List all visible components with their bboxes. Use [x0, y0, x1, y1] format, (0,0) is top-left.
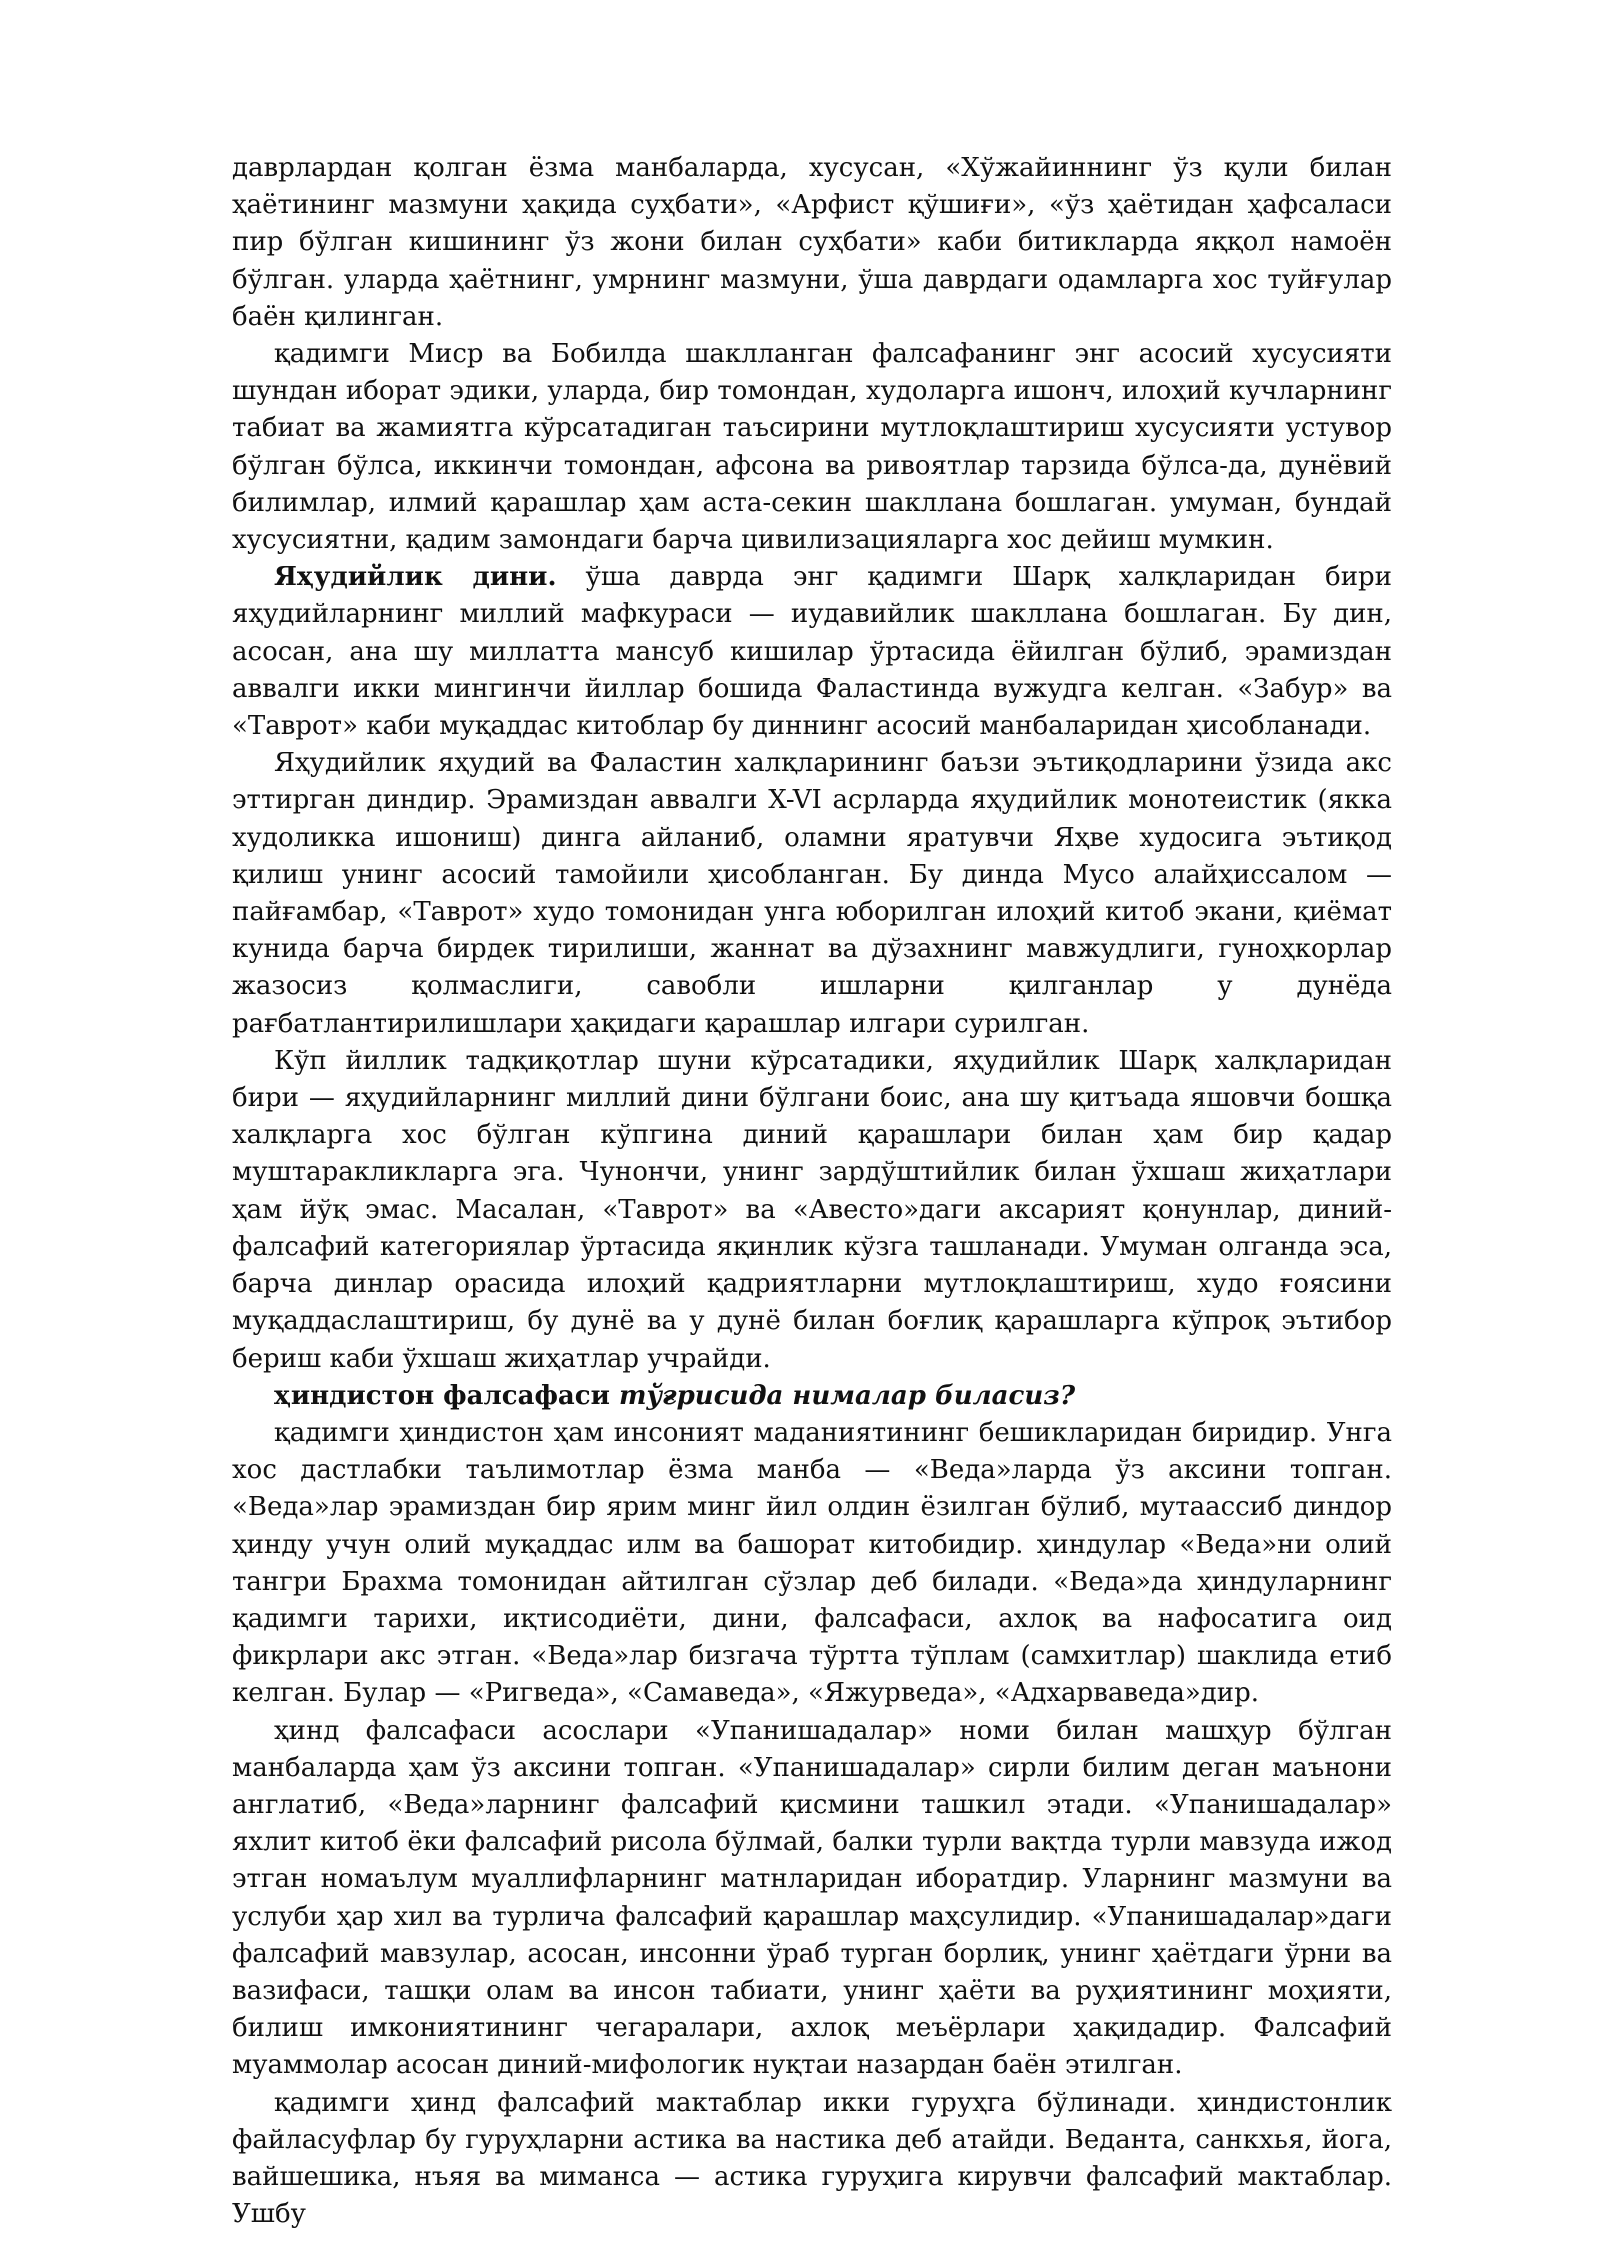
paragraph-5: Кўп йиллик тадқиқотлар шуни кўрсатадики, яҳудийлик Шарқ халқларидан бири — яҳудийларнинг миллий дини бўлгани боис, ана шу қитъада яшовчи бошқа халқларга хос бўлган кўпгина диний қарашлари билан ҳам бир қадар муштаракликларга эга. Чунончи, унинг зардўштийлик билан ўхшаш жиҳатлари ҳам йўқ эмас. Масалан, «Таврот» ва «Авесто»даги аксарият қонунлар, диний-фалсафий категориялар ўртасида яқинлик кўзга ташланади. Умуман олганда эса, барча динлар орасида илоҳий қадриятларни мутлоқлаштириш, худо ғоясини муқаддаслаштириш, бу дунё ва у дунё билан боғлиқ қарашларга кўпроқ эътибор бериш каби ўхшаш жиҳатлар учрайди.: [232, 1045, 1392, 1374]
paragraph-2: қадимги Миср ва Бобилда шаклланган фалсафанинг энг асосий хусусияти шундан иборат эдики, уларда, бир томондан, худоларга ишонч, илоҳий кучларнинг табиат ва жамиятга кўрсатадиган таъсирини мутлоқлаштириш хусусияти устувор бўлган бўлса, иккинчи томондан, афсона ва ривоятлар тарзида бўлса-да, дунёвий билимлар, илмий қарашлар ҳам аста-секин шакллана бошлаган. умуман, бундай хусусиятни, қадим замондаги барча цивилизацияларга хос дейиш мумкин.: [232, 339, 1392, 556]
paragraph-3: [232, 559, 1392, 745]
section-heading-india-bold: ҳиндистон фалсафаси: [274, 1380, 610, 1411]
paragraph-1: даврлардан қолган ёзма манбаларда, хусусан, «Хўжайиннинг ўз қули билан ҳаётининг мазмуни ҳақида суҳбати», «Арфист қўшиғи», «ўз ҳаётидан ҳафсаласи пир бўлган кишининг ўз жони билан суҳбати» каби битикларда яққол намоён бўлган. уларда ҳаётнинг, умрнинг мазмуни, ўша даврдаги одамларга хос туйғулар баён қилинган.: [232, 153, 1392, 332]
paragraph-3-text: ўша даврда энг қадимги Шарқ халқларидан бири яҳудийларнинг миллий мафкураси — иудавийлик шакллана бошлаган. Бу дин, асосан, ана шу миллатта мансуб кишилар ўртасида ёйилган бўлиб, эрамиздан аввалги икки мингинчи йиллар бошида Фаластинда вужудга келган. «Забур» ва «Таврот» каби муқаддас китоблар бу диннинг асосий манбаларидан ҳисобланади.: [232, 562, 1393, 742]
paragraph-6: қадимги ҳиндистон ҳам инсоният маданиятининг бешикларидан биридир. Унга хос дастлабки таълимотлар ёзма манба — «Веда»ларда ўз аксини топган. «Веда»лар эрамиздан бир ярим минг йил олдин ёзилган бўлиб, мутаассиб диндор ҳинду учун олий муқаддас илм ва башорат китобидир. ҳиндулар «Веда»ни олий тангри Брахма томонидан айтилган сўзлар деб билади. «Веда»да ҳиндуларнинг қадимги тарихи, иқтисодиёти, дини, фалсафаси, ахлоқ ва нафосатига оид фикрлари акс этган. «Веда»лар бизгача тўртта тўплам (самхитлар) шаклида етиб келган. Булар — «Ригведа», «Самаведа», «Яжурведа», «Адхарваведа»дир.: [232, 1417, 1392, 1709]
paragraph-8: қадимги ҳинд фалсафий мактаблар икки гуруҳга бўлинади. ҳиндистонлик файласуфлар бу гуруҳларни астика ва настика деб атайди. Веданта, санкхья, йога, вайшешика, нъяя ва миманса — астика гуруҳига кирувчи фалсафий мактаблар. Ушбу: [232, 2087, 1392, 2230]
section-heading-india: [232, 1378, 1392, 1415]
document-page: [232, 150, 1392, 2233]
paragraph-4: Яҳудийлик яҳудий ва Фаластин халқларининг баъзи эътиқодларини ўзида акс эттирган диндир. Эрамиздан аввалги X-VI асрларда яҳудийлик монотеистик (якка худоликка ишониш) динга айланиб, оламни яратувчи Яҳве худосига эътиқод қилиш унинг асосий тамойили ҳисобланган. Бу динда Мусо алайҳиссалом — пайғамбар, «Таврот» худо томонидан унга юборилган илоҳий китоб экани, қиёмат кунида барча бирдек тирилиши, жаннат ва дўзахнинг мавжудлиги, гуноҳкорлар жазосиз қолмаслиги, савобли ишларни қилганлар у дунёда рағбатлантирилишлари ҳақидаги қарашлар илгари сурилган.: [232, 748, 1392, 1039]
paragraph-7: ҳинд фалсафаси асослари «Упанишадалар» номи билан машҳур бўлган манбаларда ҳам ўз аксини топган. «Упанишадалар» сирли билим деган маънони англатиб, «Веда»ларнинг фалсафий қисмини ташкил этади. «Упанишадалар» яхлит китоб ёки фалсафий рисола бўлмай, балки турли вақтда турли мавзуда ижод этган номаълум муаллифларнинг матнларидан иборатдир. Уларнинг мазмуни ва услуби ҳар хил ва турлича фалсафий қарашлар маҳсулидир. «Упанишадалар»даги фалсафий мавзулар, асосан, инсонни ўраб турган борлиқ, унинг ҳаётдаги ўрни ва вазифаси, ташқи олам ва инсон табиати, унинг ҳаёти ва руҳиятининг моҳияти, билиш имкониятининг чегаралари, ахлоқ меъёрлари ҳақидадир. Фалсафий муаммолар асосан диний-мифологик нуқтаи назардан баён этилган.: [232, 1715, 1392, 2081]
section-heading-india-question: тўғрисида нималар биласиз?: [609, 1380, 1076, 1411]
section-heading-judaism: Яҳудийлик дини.: [274, 562, 557, 593]
